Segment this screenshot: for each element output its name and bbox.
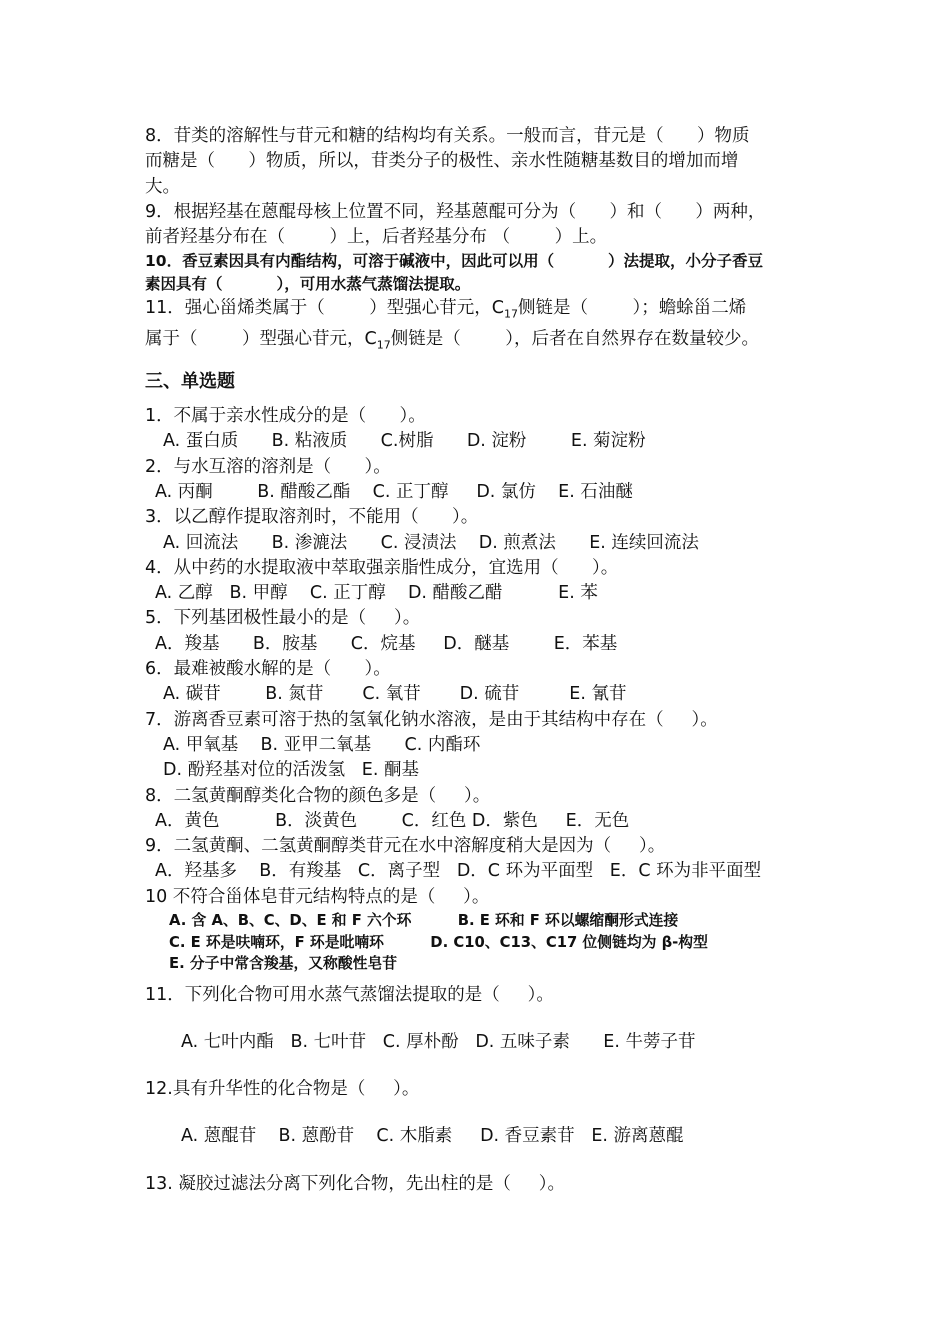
text-line: 大。	[145, 176, 180, 197]
mcq-5	[145, 606, 815, 657]
text-line: 前者羟基分布在（ ）上，后者羟基分布 （ ）上。	[145, 227, 608, 248]
options-line: A. 乙醇 B. 甲醇 C. 正丁醇 D. 醋酸乙醋 E. 苯	[155, 583, 598, 604]
options-line: A. 丙酮 B. 醋酸乙酯 C. 正丁醇 D. 氯仿 E. 石油醚	[155, 481, 633, 502]
text-line: 10．香豆素因具有内酯结构，可溶于碱液中，因此可以用（ ）法提取，小分子香豆	[145, 252, 764, 271]
options-line: A. 甲氧基 B. 亚甲二氧基 C. 内酯环	[163, 734, 481, 755]
question-text: 8．二氢黄酮醇类化合物的颜色多是（ ）。	[145, 785, 491, 806]
options-line: E. 分子中常含羧基，又称酸性皂苷	[169, 955, 398, 973]
mcq-11	[145, 983, 815, 1056]
mcq-2	[145, 455, 815, 506]
subscript: 17	[504, 307, 518, 321]
mcq-13	[145, 1172, 815, 1197]
question-text: 3．以乙醇作提取溶剂时，不能用（ ）。	[145, 507, 479, 528]
mcq-1	[145, 404, 815, 455]
subscript: 17	[376, 338, 391, 352]
question-text: 1．不属于亲水性成分的是（ ）。	[145, 406, 426, 427]
text-fragment: 属于（ ）型强心苷元，C	[145, 329, 377, 350]
fill-question-11	[145, 296, 815, 358]
question-text: 6．最难被酸水解的是（ ）。	[145, 659, 391, 680]
mcq-3	[145, 505, 815, 556]
text-line: 8．苷类的溶解性与苷元和糖的结构均有关系。一般而言，苷元是（ ）物质	[145, 126, 750, 146]
text-line	[145, 296, 815, 327]
options-line: A. 七叶内酯 B. 七叶苷 C. 厚朴酚 D. 五味子素 E. 牛蒡子苷	[181, 1031, 696, 1052]
text-line: 而糖是（ ）物质，所以，苷类分子的极性、亲水性随糖基数目的增加而增	[145, 151, 739, 172]
options-line: C. E 环是呋喃环，F 环是吡喃环 D. C10、C13、C17 位侧链均为 β-构型	[169, 933, 708, 951]
document-body	[145, 124, 815, 1197]
question-text: 7．游离香豆素可溶于热的氢氧化钠水溶液，是由于其结构中存在（ ）。	[145, 709, 718, 730]
mcq-6	[145, 657, 815, 708]
options-line: A. 含 A、B、C、D、E 和 F 六个环 B. E 环和 F 环以螺缩酮形式连接	[169, 912, 679, 930]
mcq-9	[145, 834, 815, 885]
question-text: 10 不符合甾体皂苷元结构特点的是（ ）。	[145, 886, 490, 907]
question-text: 9．二氢黄酮、二氢黄酮醇类苷元在水中溶解度稍大是因为（ ）。	[145, 836, 666, 857]
fill-question-8	[145, 124, 815, 200]
options-line: A．羟基多 B．有羧基 C．离子型 D．C 环为平面型 E．C 环为非平面型	[155, 861, 762, 882]
mcq-12	[145, 1077, 815, 1150]
options-line: A. 回流法 B. 渗漉法 C. 浸渍法 D. 煎煮法 E. 连续回流法	[163, 532, 699, 553]
fill-question-9	[145, 200, 815, 251]
question-text: 2．与水互溶的溶剂是（ ）。	[145, 456, 391, 477]
question-text: 5．下列基团极性最小的是（ ）。	[145, 608, 421, 629]
mcq-10	[145, 885, 815, 975]
question-text: 4．从中药的水提取液中萃取强亲脂性成分，宜选用（ ）。	[145, 557, 619, 578]
mcq-7	[145, 708, 815, 784]
text-fragment: 侧链是（ ），后者在自然界存在数量较少。	[390, 329, 759, 350]
text-fragment: 11．强心甾烯类属于（ ）型强心苷元，C	[145, 298, 504, 319]
options-line: A. 蒽醌苷 B. 蒽酚苷 C. 木脂素 D. 香豆素苷 E. 游离蒽醌	[181, 1126, 684, 1147]
text-line	[145, 327, 815, 358]
options-line: D. 酚羟基对位的活泼氢 E. 酮基	[163, 760, 419, 781]
text-line: 素因具有（ ），可用水蒸气蒸馏法提取。	[145, 275, 471, 294]
options-line: A. 蛋白质 B. 粘液质 C.树脂 D. 淀粉 E. 菊淀粉	[163, 431, 646, 452]
options-line: A．羧基 B．胺基 C．烷基 D．醚基 E．苯基	[155, 633, 618, 654]
text-line: 9．根据羟基在蒽醌母核上位置不同，羟基蒽醌可分为（ ）和（ ）两种，	[145, 201, 766, 222]
section-heading: 三、单选题	[145, 371, 235, 393]
mcq-8	[145, 784, 815, 835]
options-line: A．黄色 B．淡黄色 C．红色 D．紫色 E．无色	[155, 810, 630, 831]
fill-question-10	[145, 250, 815, 296]
question-text: 12.具有升华性的化合物是（ ）。	[145, 1079, 420, 1100]
text-fragment: 侧链是（ ）；蟾蜍甾二烯	[518, 298, 747, 319]
options-line: A. 碳苷 B. 氮苷 C. 氧苷 D. 硫苷 E. 氰苷	[163, 684, 627, 705]
question-text: 13. 凝胶过滤法分离下列化合物，先出柱的是（ ）。	[145, 1173, 565, 1194]
question-text: 11．下列化合物可用水蒸气蒸馏法提取的是（ ）。	[145, 984, 554, 1005]
mcq-4	[145, 556, 815, 607]
